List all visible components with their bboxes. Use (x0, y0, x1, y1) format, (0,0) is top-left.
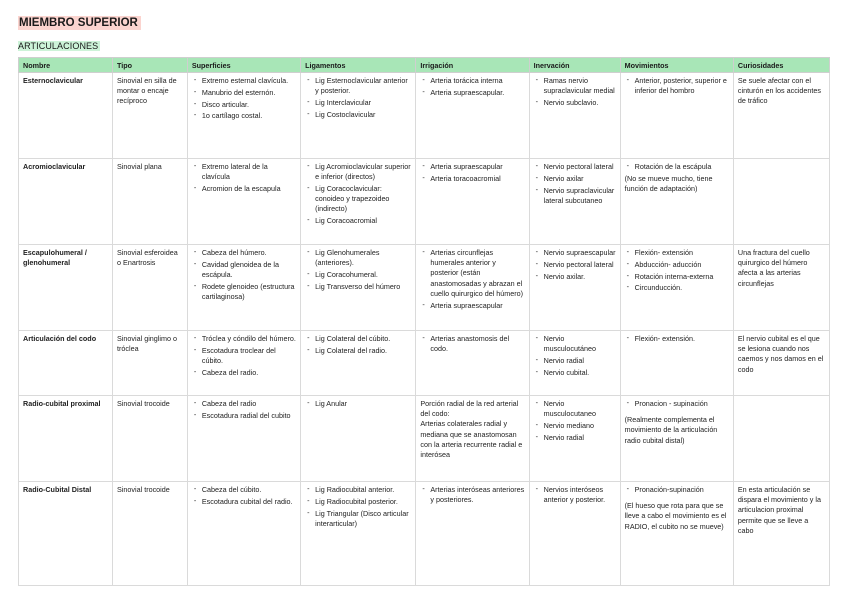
table-row (19, 482, 830, 586)
cell-tipo: Sinovial plana (113, 159, 188, 245)
cell-tipo: Sinovial ginglimo o tróclea (113, 331, 188, 396)
list-item: - Nervio radial (534, 356, 616, 366)
list-item: - Escotadura radial del cubito (192, 411, 296, 421)
list-item: - Nervio radial (534, 433, 616, 443)
cell-irrigacion (416, 396, 529, 482)
header-tipo: Tipo (113, 58, 188, 73)
list-item: - Acromion de la escapula (192, 184, 296, 194)
cell-irrigacion (416, 482, 529, 586)
list-item: - Manubrio del esternón. (192, 88, 296, 98)
cell-superficies (187, 396, 300, 482)
header-inervacion: Inervación (529, 58, 620, 73)
cell-inervacion (529, 482, 620, 586)
movimientos-note: (El hueso que rota para que se lleve a cabo el movimiento es el RADIO, el cubito no se mueve) (624, 501, 727, 531)
list-item: - Nervio axilar. (534, 272, 616, 282)
cell-superficies (187, 482, 300, 586)
list-item: - Lig Coracoacromial (305, 216, 411, 226)
list-item: - Pronación-supinación (625, 485, 729, 495)
list-item: - Lig Radiocubital anterior. (305, 485, 411, 495)
cell-curiosidades: Una fractura del cuello quirurgico del húmero afecta a las arterias circunflejas (733, 245, 829, 331)
table-row (19, 159, 830, 245)
cell-ligamentos (301, 396, 416, 482)
list-item: - Cabeza del húmero. (192, 248, 296, 258)
list-item: - Anterior, posterior, superior e inferior del hombro (625, 76, 729, 96)
table-header-row (19, 58, 830, 73)
cell-curiosidades: Se suele afectar con el cinturón en los accidentes de tráfico (733, 73, 829, 159)
movimientos-note: (No se mueve mucho, tiene función de adaptación) (624, 173, 713, 193)
list-item: - Cabeza del cúbito. (192, 485, 296, 495)
header-nombre: Nombre (19, 58, 113, 73)
cell-tipo: Sinovial esferoidea o Enartrosis (113, 245, 188, 331)
irrigacion-text: Arterias colaterales radial y mediana que se anastomosan con la arteria recurrente radial e interósea (420, 419, 523, 460)
list-item: - Arteria supraescapular (420, 162, 524, 172)
cell-nombre: Articulación del codo (19, 331, 113, 396)
list-item: - Arterias circunflejas humerales anterior y posterior (están anastomosadas y abrazan el cuello quirurgico del húmero) (420, 248, 524, 299)
list-item: - Lig Triangular (Disco articular interarticular) (305, 509, 411, 529)
cell-ligamentos (301, 245, 416, 331)
list-item: - Nervio musculocutáneo (534, 334, 616, 354)
list-item: - Nervios interóseos anterior y posterior. (534, 485, 616, 505)
list-item: - Lig Esternoclavicular anterior y posterior. (305, 76, 411, 96)
list-item: - Nervio pectoral lateral (534, 260, 616, 270)
cell-nombre: Acromioclavicular (19, 159, 113, 245)
list-item: - Extremo lateral de la clavícula (192, 162, 296, 182)
list-item: - Arteria toracoacromial (420, 174, 524, 184)
list-item: - Lig Transverso del húmero (305, 282, 411, 292)
list-item: - Lig Glenohumerales (anteriores). (305, 248, 411, 268)
list-item: - Escotadura cubital del radio. (192, 497, 296, 507)
cell-superficies (187, 73, 300, 159)
cell-superficies (187, 245, 300, 331)
cell-inervacion (529, 331, 620, 396)
cell-ligamentos (301, 73, 416, 159)
header-ligamentos: Ligamentos (301, 58, 416, 73)
header-irrigacion: Irrigación (416, 58, 529, 73)
cell-ligamentos (301, 159, 416, 245)
cell-curiosidades: En esta articulación se dispara el movimiento y la articulacion proximal permite que se lleve a cabo (733, 482, 829, 586)
cell-irrigacion (416, 331, 529, 396)
list-item: - Nervio mediano (534, 421, 616, 431)
list-item: - Disco articular. (192, 100, 296, 110)
cell-movimientos (620, 73, 733, 159)
table-row (19, 396, 830, 482)
table-row (19, 331, 830, 396)
list-item: - Circunducción. (625, 283, 729, 293)
cell-irrigacion (416, 245, 529, 331)
list-item: - Lig Anular (305, 399, 411, 409)
cell-nombre: Radio-Cubital Distal (19, 482, 113, 586)
list-item: - Nervio cubital. (534, 368, 616, 378)
list-item: - Abducción- aducción (625, 260, 729, 270)
list-item: - Rotación interna-externa (625, 272, 729, 282)
cell-nombre: Escapulohumeral / glenohumeral (19, 245, 113, 331)
cell-tipo: Sinovial en silla de montar o encaje recíproco (113, 73, 188, 159)
cell-nombre: Radio-cubital proximal (19, 396, 113, 482)
list-item: - Extremo esternal clavícula. (192, 76, 296, 86)
list-item: - Lig Interclavicular (305, 98, 411, 108)
list-item: - Arteria supraescapular (420, 301, 524, 311)
list-item: - Escotadura troclear del cúbito. (192, 346, 296, 366)
section-subtitle: ARTICULACIONES (18, 41, 99, 51)
cell-movimientos (620, 331, 733, 396)
list-item: - Lig Radiocubital posterior. (305, 497, 411, 507)
list-item: - Flexión- extensión (625, 248, 729, 258)
cell-irrigacion (416, 73, 529, 159)
cell-curiosidades: El nervio cubital es el que se lesiona cuando nos caemos y nos damos en el codo (733, 331, 829, 396)
list-item: - Tróclea y cóndilo del húmero. (192, 334, 296, 344)
cell-movimientos (620, 482, 733, 586)
cell-inervacion (529, 396, 620, 482)
list-item: - Ramas nervio supraclavicular medial (534, 76, 616, 96)
list-item: - Nervio axilar (534, 174, 616, 184)
table-row (19, 245, 830, 331)
list-item: - Arterias anastomosis del codo. (420, 334, 524, 354)
list-item: - Arteria torácica interna (420, 76, 524, 86)
list-item: - Nervio supraescapular (534, 248, 616, 258)
list-item: - Nervio musculocutaneo (534, 399, 616, 419)
cell-tipo: Sinovial trocoide (113, 482, 188, 586)
list-item: - Lig Costoclavicular (305, 110, 411, 120)
cell-curiosidades (733, 396, 829, 482)
list-item: - Cavidad glenoidea de la escápula. (192, 260, 296, 280)
articulations-table (18, 57, 830, 586)
cell-ligamentos (301, 482, 416, 586)
list-item: - Pronacion - supinación (625, 399, 729, 409)
page-title: MIEMBRO SUPERIOR (18, 16, 141, 30)
cell-movimientos (620, 396, 733, 482)
header-superficies: Superficies (187, 58, 300, 73)
list-item: - Lig Coracohumeral. (305, 270, 411, 280)
list-item: - Lig Colateral del radio. (305, 346, 411, 356)
list-item: - 1o cartílago costal. (192, 111, 296, 121)
cell-superficies (187, 159, 300, 245)
cell-movimientos (620, 159, 733, 245)
list-item: - Nervio supraclavicular lateral subcutaneo (534, 186, 616, 206)
list-item: - Flexión- extensión. (625, 334, 729, 344)
list-item: - Cabeza del radio. (192, 368, 296, 378)
irrigacion-text: Porción radial de la red arterial del codo: (420, 399, 519, 419)
list-item: - Lig Colateral del cúbito. (305, 334, 411, 344)
list-item: - Rotación de la escápula (625, 162, 729, 172)
cell-tipo: Sinovial trocoide (113, 396, 188, 482)
list-item: - Cabeza del radio (192, 399, 296, 409)
header-curiosidades: Curiosidades (733, 58, 829, 73)
cell-inervacion (529, 73, 620, 159)
header-movimientos: Movimientos (620, 58, 733, 73)
list-item: - Lig Coracoclavicular: conoideo y trapezoideo (indirecto) (305, 184, 411, 215)
cell-movimientos (620, 245, 733, 331)
list-item: - Lig Acromioclavicular superior e inferior (directos) (305, 162, 411, 182)
list-item: - Nervio pectoral lateral (534, 162, 616, 172)
list-item: - Rodete glenoideo (estructura cartilaginosa) (192, 282, 296, 302)
cell-inervacion (529, 159, 620, 245)
cell-inervacion (529, 245, 620, 331)
cell-superficies (187, 331, 300, 396)
movimientos-note: (Realmente complementa el movimiento de la articulación radio cubital distal) (624, 415, 718, 445)
list-item: - Nervio subclavio. (534, 98, 616, 108)
cell-ligamentos (301, 331, 416, 396)
list-item: - Arterias interóseas anteriores y posteriores. (420, 485, 524, 505)
table-row (19, 73, 830, 159)
cell-nombre: Esternoclavicular (19, 73, 113, 159)
list-item: - Arteria supraescapular. (420, 88, 524, 98)
cell-irrigacion (416, 159, 529, 245)
cell-curiosidades (733, 159, 829, 245)
